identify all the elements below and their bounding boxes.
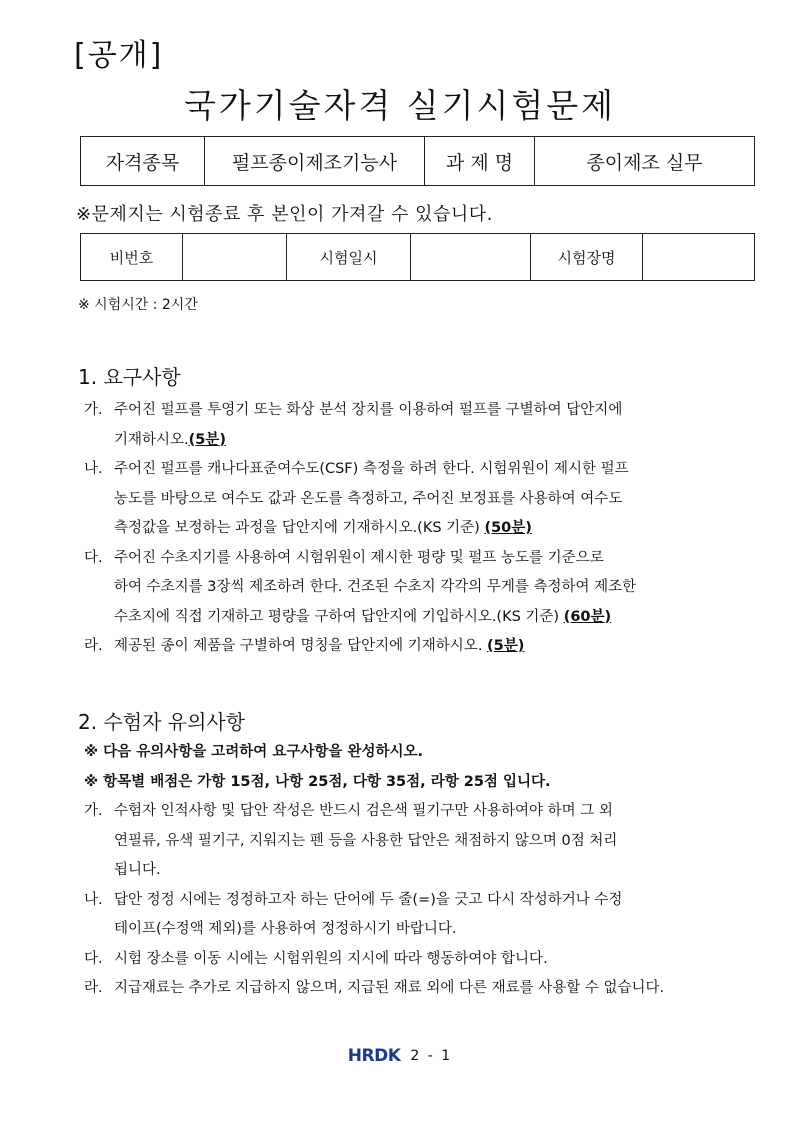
item-marker: 가. [84,803,103,819]
item-marker: 라. [84,638,103,654]
note-text: ※ 항목별 배점은 가항 15점, 나항 25점, 다항 35점, 라항 25점 입니다. [84,773,551,790]
exam-place-label: 시험장명 [531,234,643,281]
seat-number-label: 비번호 [81,234,183,281]
qualification-label: 자격종목 [81,137,205,186]
exam-place-field [643,234,755,281]
item-marker: 나. [84,461,103,477]
list-item [84,544,724,633]
item-text: 수초지에 직접 기재하고 평량을 구하여 답안지에 기입하시오.(KS 기준) [114,608,564,625]
list-item [84,974,724,1004]
list-item [84,797,724,886]
section-requirements-title: 1. 요구사항 [78,365,181,389]
exam-date-field [411,234,531,281]
list-item [84,768,724,798]
list-item [84,945,724,975]
requirements-list [84,396,724,662]
item-marker: 다. [84,950,103,967]
item-text: 테이프(수정액 제외)를 사용하여 정정하시기 바랍니다. [114,921,457,937]
note-text: ※ 다음 유의사항을 고려하여 요구사항을 완성하시오. [84,744,423,760]
list-item [84,455,724,544]
time-allotment: (60분) [563,608,612,625]
item-text: 하여 수초지를 3장씩 제조하려 한다. 건조된 수초지 각각의 무게를 측정하여 제조한 [114,579,637,595]
page-number: 2 - 1 [410,1048,453,1064]
list-item [84,396,724,455]
item-text: 수험자 인적사항 및 답안 작성은 반드시 검은색 필기구만 사용하여야 하며 그 외 [114,803,613,819]
exam-info-table [80,233,755,281]
item-text: 측정값을 보정하는 과정을 답안지에 기재하시오.(KS 기준) [114,520,485,536]
take-home-notice: ※문제지는 시험종료 후 본인이 가져갈 수 있습니다. [76,204,493,225]
qualification-table [80,136,755,186]
time-allotment: (50분) [484,520,532,536]
item-text: 됩니다. [114,862,161,878]
item-text: 주어진 펄프를 캐나다표준여수도(CSF) 측정을 하려 한다. 시험위원이 제시한 펄프 [114,461,629,477]
cautions-list [84,738,724,1004]
item-marker: 라. [84,980,103,996]
qualification-value: 펄프종이제조기능사 [205,137,425,186]
item-text: 주어진 펄프를 투영기 또는 화상 분석 장치를 이용하여 펄프를 구별하여 답안지에 [114,402,623,418]
seat-number-field [183,234,287,281]
list-item [84,886,724,945]
item-text: 답안 정정 시에는 정정하고자 하는 단어에 두 줄(=)을 긋고 다시 작성하거나 수정 [114,891,623,908]
item-marker: 가. [84,402,103,418]
page-footer [0,1046,800,1066]
item-marker: 다. [84,549,103,566]
hrdk-logo: HRDK [347,1046,401,1066]
item-text: 제공된 종이 제품을 구별하여 명칭을 답안지에 기재하시오. [114,638,488,654]
item-text: 농도를 바탕으로 여수도 값과 온도를 측정하고, 주어진 보정표를 사용하여 여수도 [114,490,623,507]
item-text: 주어진 수초지기를 사용하여 시험위원이 제시한 평량 및 펄프 농도를 기준으로 [114,549,604,566]
time-allotment: (5분) [487,638,525,654]
task-label: 과 제 명 [425,137,535,186]
item-text: 시험 장소를 이동 시에는 시험위원의 지시에 따라 행동하여야 합니다. [114,950,548,967]
page-title: 국가기술자격 실기시험문제 [183,86,617,125]
item-text: 연필류, 유색 필기구, 지워지는 펜 등을 사용한 답안은 채점하지 않으며 0점 처리 [114,832,618,849]
task-value: 종이제조 실무 [535,137,755,186]
list-item [84,738,724,768]
exam-date-label: 시험일시 [287,234,411,281]
exam-time: ※ 시험시간 : 2시간 [78,297,198,313]
item-text: 기재하시오. [114,431,189,448]
list-item [84,632,724,662]
time-allotment: (5분) [188,431,227,448]
section-cautions-title: 2. 수험자 유의사항 [78,710,246,734]
item-marker: 나. [84,891,103,908]
item-text: 지급재료는 추가로 지급하지 않으며, 지급된 재료 외에 다른 재료를 사용할 수 없습니다. [114,980,665,996]
public-tag: [공개] [74,38,164,73]
